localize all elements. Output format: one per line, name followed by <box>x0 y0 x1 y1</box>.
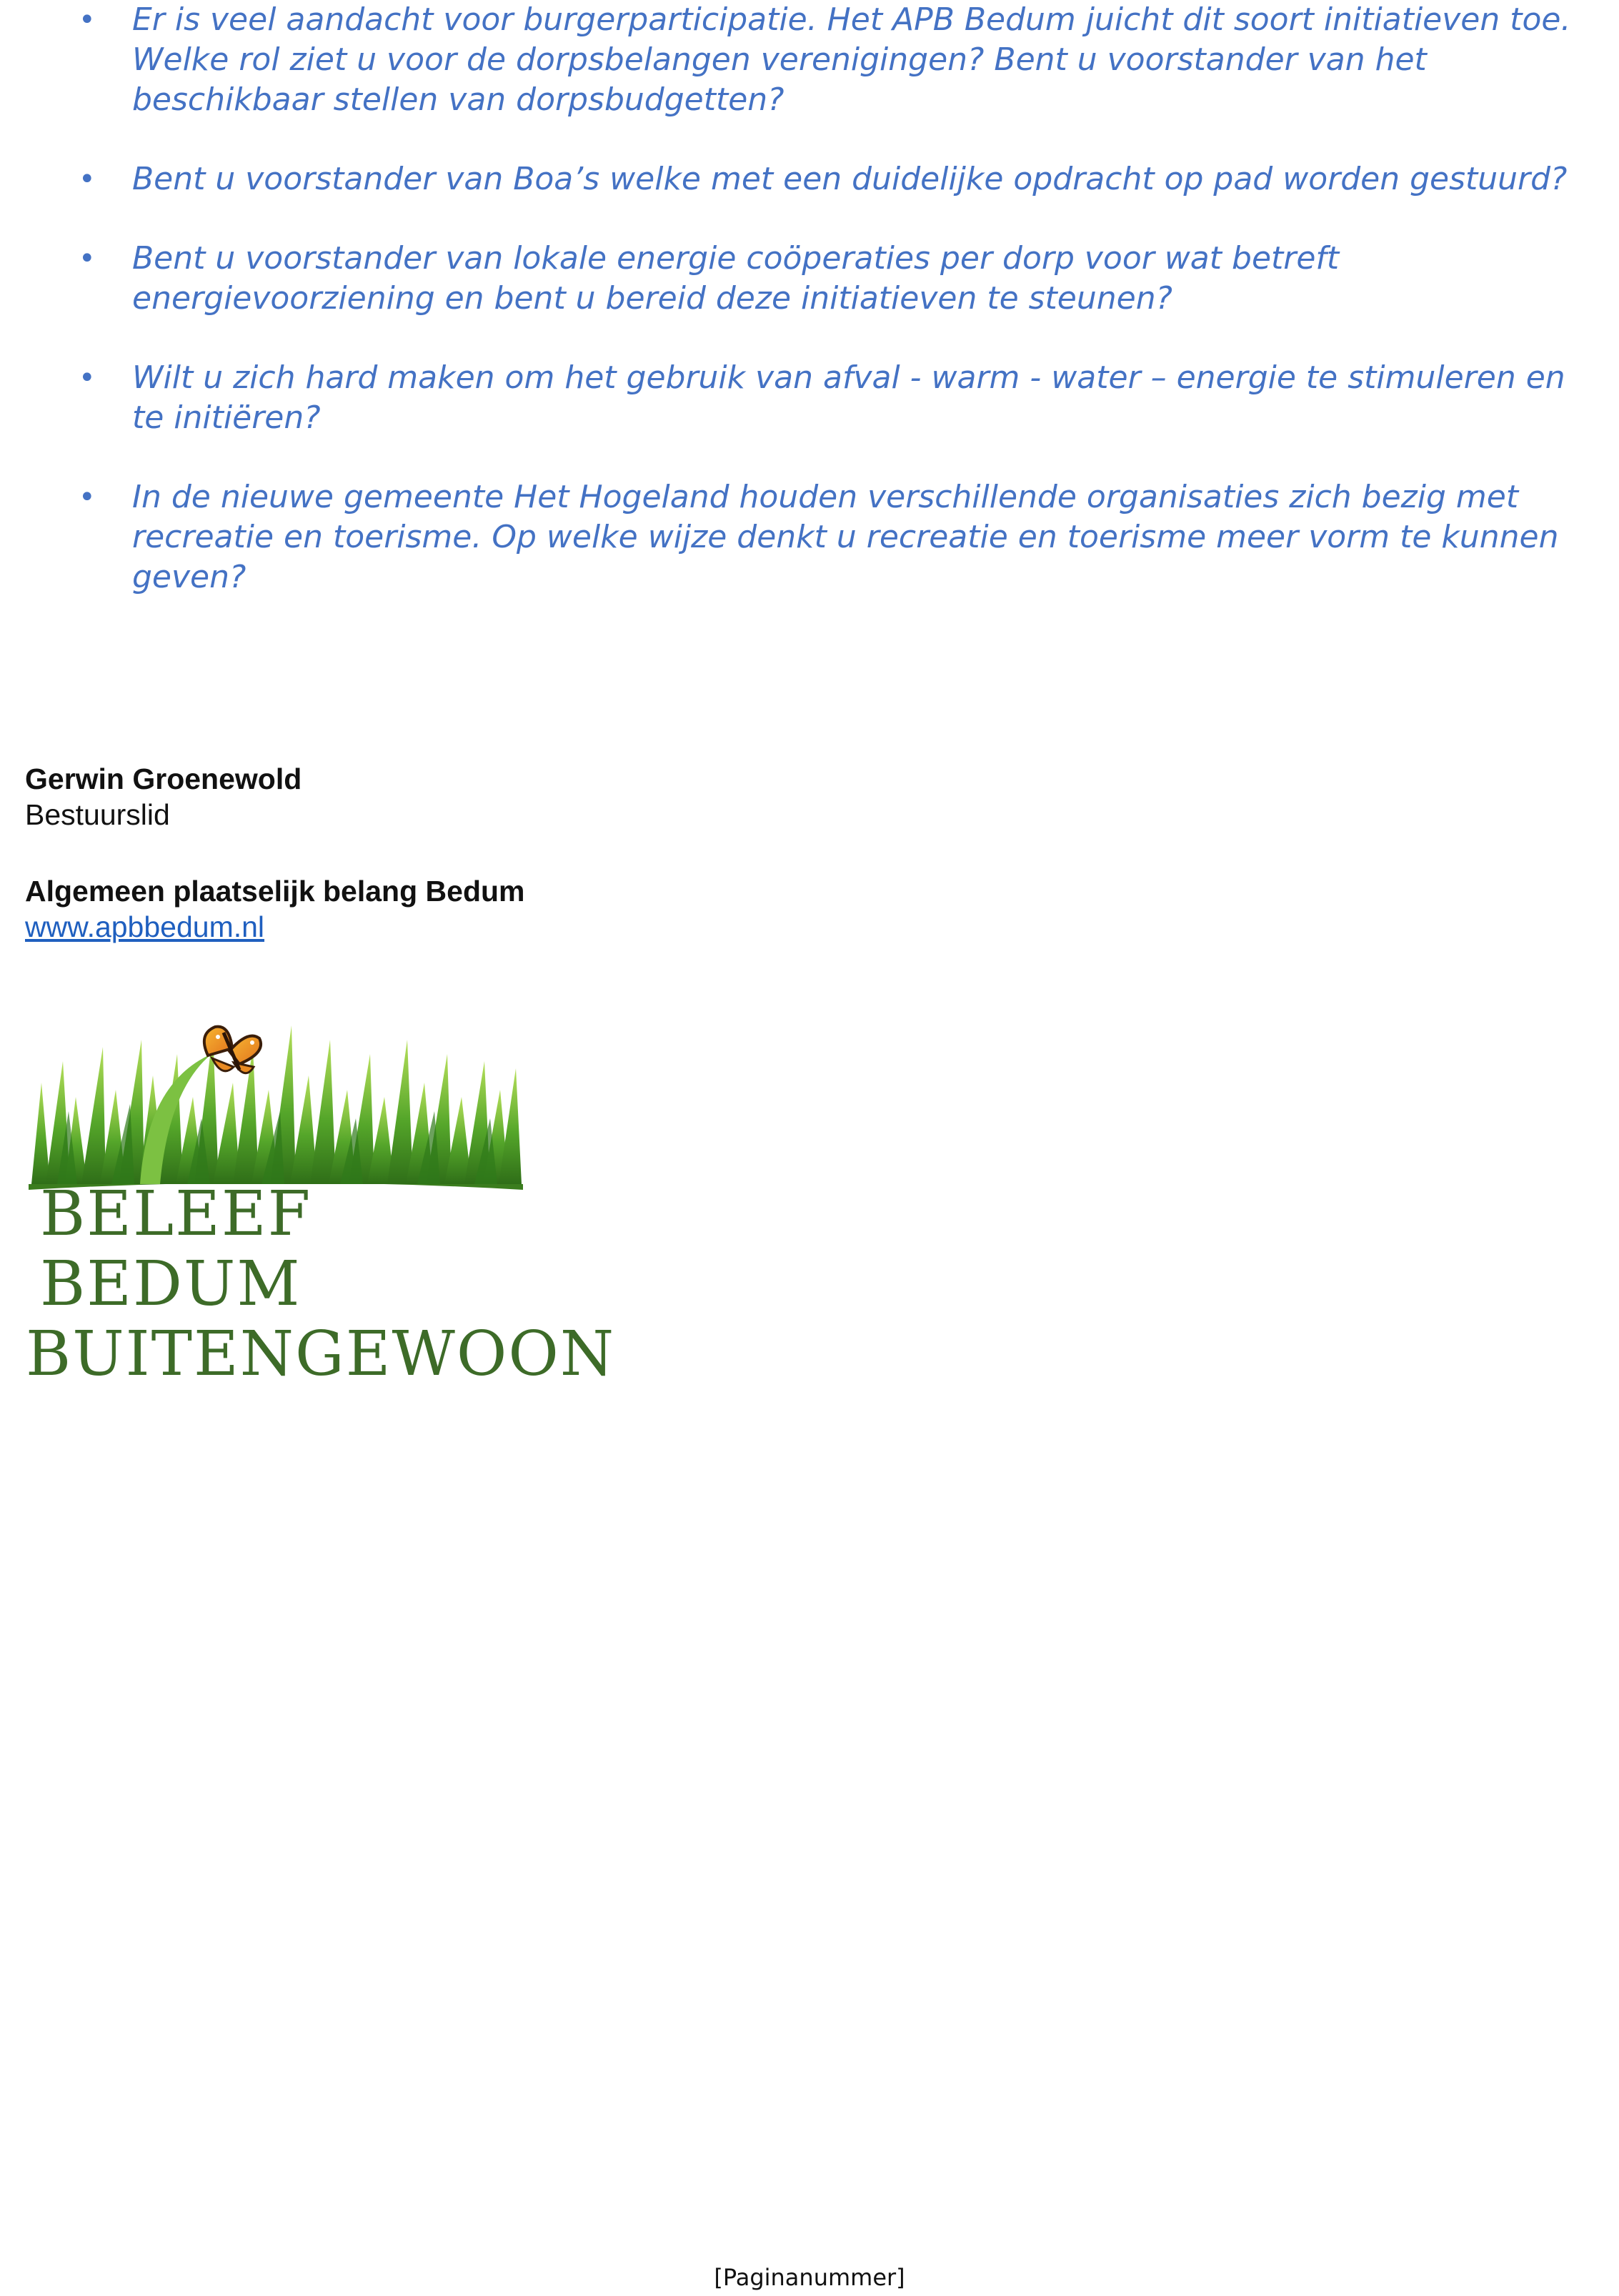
bullet-icon: • <box>79 242 96 275</box>
question-item <box>0 477 1619 597</box>
signature-block <box>25 761 882 945</box>
question-text: Er is veel aandacht voor burgerparticipatie. Het APB Bedum juicht dit soort initiatieven toe. Welke rol ziet u voor de dorpsbelangen verenigingen? Bent u voorstander van het beschikbaar stellen van dorpsbudgetten? <box>132 1 1571 118</box>
question-item <box>0 239 1619 319</box>
question-text: In de nieuwe gemeente Het Hogeland houden verschillende organisaties zich bezig met recreatie en toerisme. Op welke wijze denkt u recreatie en toerisme meer vorm te kunnen geven? <box>132 479 1559 595</box>
logo-line-2: BUITENGEWOON <box>26 1318 616 1390</box>
question-text: Wilt u zich hard maken om het gebruik van afval - warm - water – energie te stimuleren en te initiëren? <box>132 359 1565 436</box>
question-item <box>0 0 1619 120</box>
organization-name: Algemeen plaatselijk belang Bedum <box>25 875 525 908</box>
signatory-role: Bestuurslid <box>25 798 170 831</box>
logo-line-1: BELEEF BEDUM <box>40 1178 312 1320</box>
website-link[interactable]: www.apbbedum.nl <box>25 910 265 943</box>
signatory-name: Gerwin Groenewold <box>25 762 302 795</box>
page-number: [Paginanummer] <box>714 2264 905 2291</box>
spacer <box>25 833 882 873</box>
question-text: Bent u voorstander van Boa’s welke met een duidelijke opdracht op pad worden gestuurd? <box>132 161 1568 197</box>
bullet-icon: • <box>79 362 96 394</box>
bullet-icon: • <box>79 4 96 36</box>
question-text: Bent u voorstander van lokale energie coöperaties per dorp voor wat betreft energievoorziening en bent u bereid deze initiatieven te steunen? <box>132 240 1340 317</box>
question-item <box>0 358 1619 438</box>
question-list <box>0 0 1619 637</box>
question-item <box>0 159 1619 199</box>
beleef-bedum-logo <box>26 997 616 1390</box>
logo-text <box>26 1178 616 1390</box>
bullet-icon: • <box>79 481 96 514</box>
bullet-icon: • <box>79 163 96 196</box>
